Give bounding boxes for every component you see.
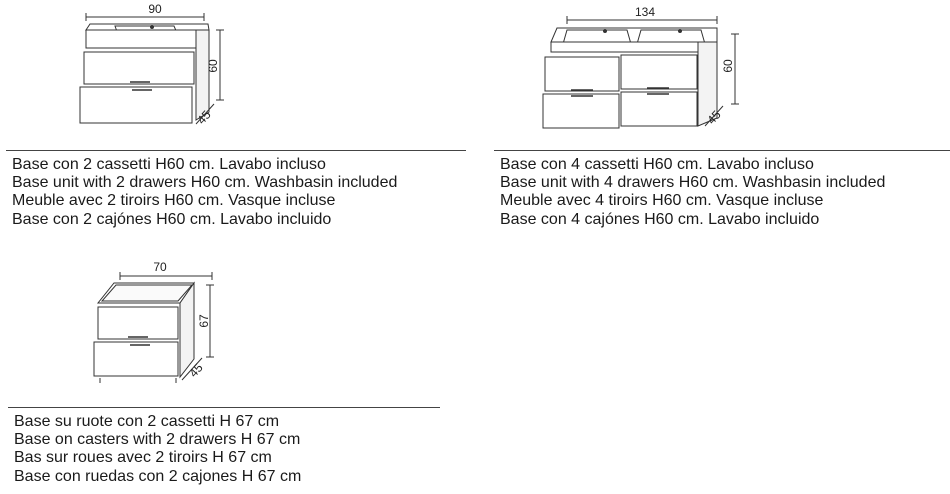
width-label: 134 (634, 5, 656, 19)
divider-1 (6, 150, 466, 151)
caption-line-es: Base con 2 cajónes H60 cm. Lavabo incluido (12, 210, 332, 228)
drawer-2 (94, 342, 178, 376)
caption-line-en: Base unit with 4 drawers H60 cm. Washbasin included (500, 174, 886, 192)
caption-line-it: Base su ruote con 2 cassetti H 67 cm (14, 413, 280, 430)
caption-line-es: Base con 4 cajónes H60 cm. Lavabo incluido (500, 210, 820, 228)
caption-line-es: Base con ruedas con 2 cajones H 67 cm (14, 467, 302, 485)
caption-line-it: Base con 4 cassetti H60 cm. Lavabo incluso (500, 156, 814, 173)
product-3-drawing (80, 255, 230, 390)
drawer-1 (98, 307, 178, 339)
depth-label: 45 (704, 107, 724, 127)
caption-line-en: Base on casters with 2 drawers H 67 cm (14, 431, 301, 449)
drawer-2 (621, 55, 697, 89)
product-2-caption (500, 156, 885, 229)
depth-label: 45 (186, 360, 206, 380)
height-label: 67 (197, 314, 211, 328)
product-1-drawing (70, 0, 250, 135)
width-label: 70 (153, 260, 167, 274)
drawer-4 (621, 92, 697, 126)
height-label: 60 (206, 59, 220, 73)
drawer-3 (543, 94, 619, 128)
product-1-caption (12, 156, 397, 229)
drawer-2 (80, 87, 192, 123)
product-2-drawing (535, 0, 755, 135)
tap-hole (151, 26, 154, 29)
caption-line-it: Base con 2 cassetti H60 cm. Lavabo incluso (12, 156, 326, 173)
product-3-caption (14, 413, 301, 486)
height-label: 60 (721, 59, 735, 73)
divider-2 (494, 150, 950, 151)
caption-line-fr: Bas sur roues avec 2 tiroirs H 67 cm (14, 449, 272, 467)
caption-line-fr: Meuble avec 2 tiroirs H60 cm. Vasque incluse (12, 192, 336, 210)
caption-line-fr: Meuble avec 4 tiroirs H60 cm. Vasque incluse (500, 192, 824, 210)
depth-label: 45 (194, 107, 214, 127)
caption-line-en: Base unit with 2 drawers H60 cm. Washbasin included (12, 174, 398, 192)
drawer-1 (545, 57, 619, 91)
drawer-1 (84, 52, 194, 84)
divider-3 (8, 407, 440, 408)
width-label: 90 (148, 2, 162, 16)
